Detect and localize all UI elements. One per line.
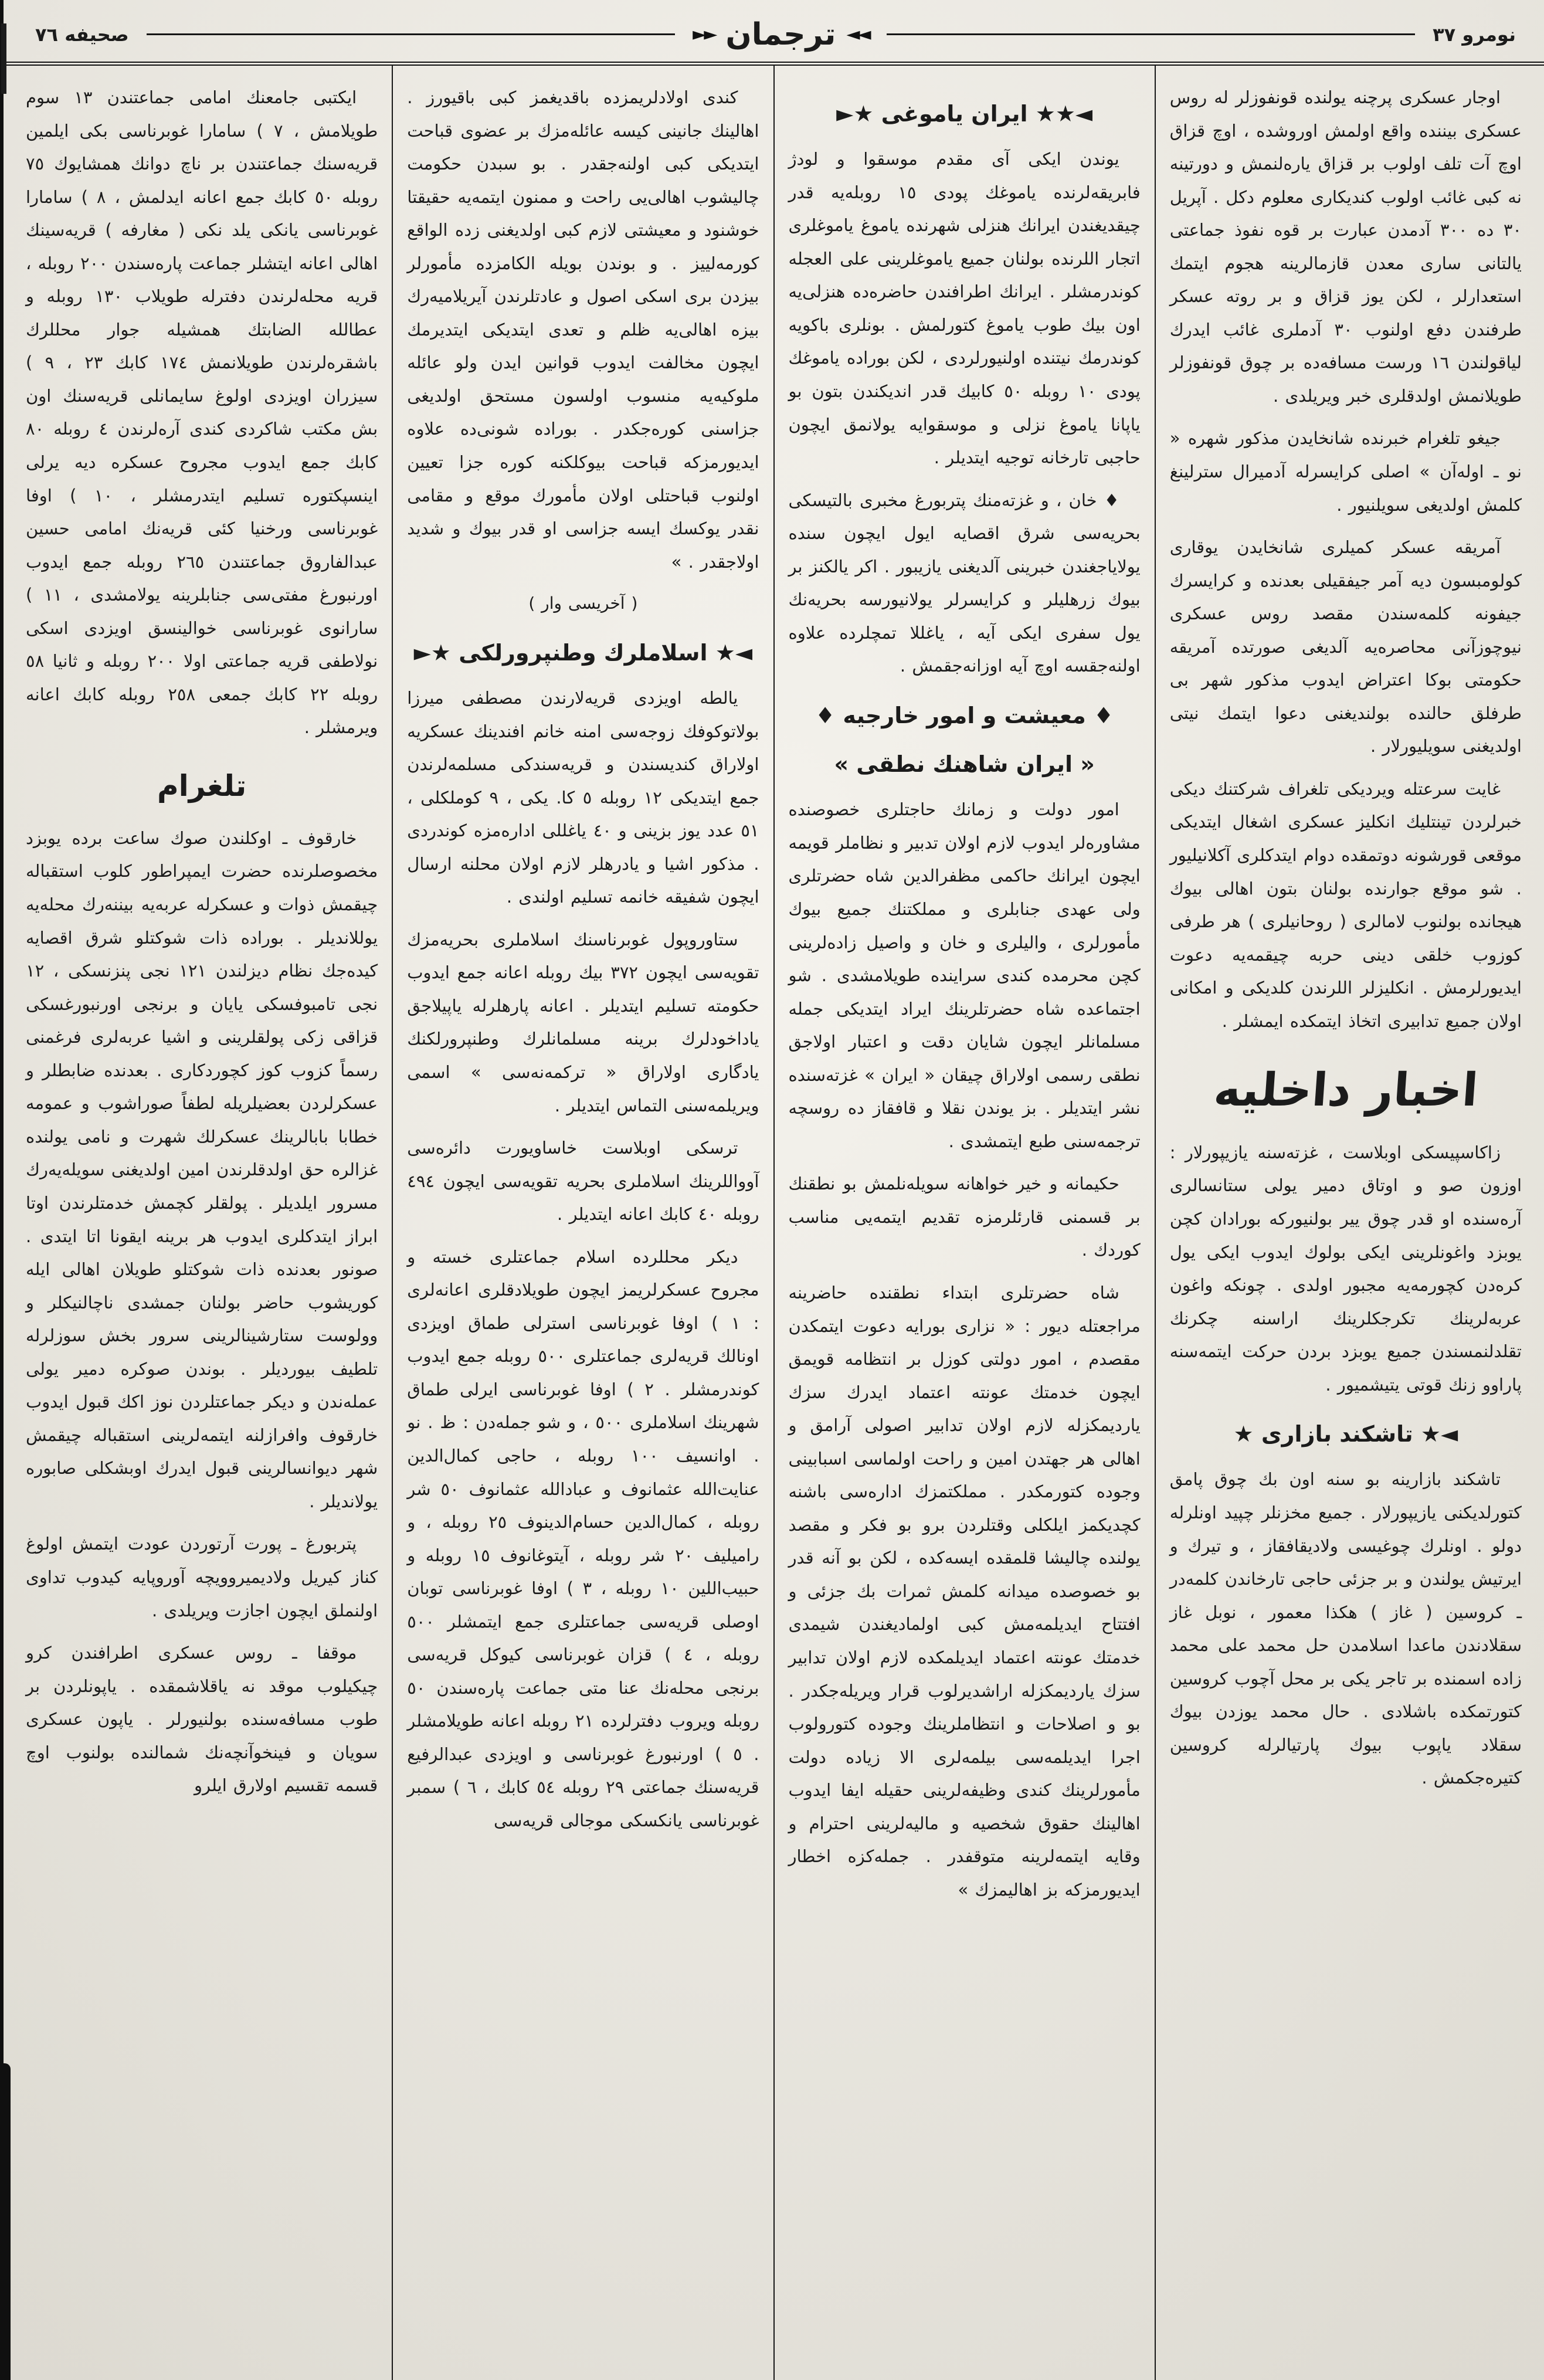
body-paragraph: امور دولت و زمانك حاجتلری خصوصنده مشاوره‌لر ایدوب لازم اولان تدبیر و نظاملر قویمه ایچون ایرانك حاكمی مظفرالدین شاه حضرتلری ولی عهدی جنابلری و مملكتنك جمیع بیوك مأمورلری ، والیلری و خان و واصیل زاده‌لرینی كچن محرمده كندی سراینده طویلامشدی . شو اجتماعده شاه حضرتلرینك ایراد ایتدیكی جمله مسلمانلر ایچون شایان دقت و اعتبار اولاجق نطقی رسمی اولاراق چیقان « ایران » غزته‌سنده نشر ایتدیلر . بز یوندن نقلا و قافقاز ده روسچه ترجمه‌سنی طبع ایتمشدی . [788, 799, 1141, 1151]
body-paragraph: ستاوروپول غوبرناسنك اسلاملری بحریه‌مزك تقویه‌سی ایچون ٣٧٢ بیك روبله اعانه جمع ایدوب حكومته تسلیم ایتدیلر . اعانه پارهلرله یاپیلاجق یاداخودلرك برینه مسلمانلرك وطنپرورلكنك یادگاری اولاراق « تركمه‌نه‌سی » اسمی ویریلمه‌سنی التماس ایتدیلر . [407, 929, 759, 1116]
body-paragraph: ترسكی اوبلاست خاساویورت دائره‌سی آوواللرینك اسلاملری بحریه تقویه‌سی ایچون ٤٩٤ روبله ٤٠ كابك اعانه ایتدیلر . [407, 1138, 759, 1225]
section-headline: تلغرام [157, 768, 247, 803]
column-2 [773, 66, 1155, 2380]
masthead [693, 17, 868, 52]
body-paragraph: كندی اولادلریمزده باقدیغمز كبی باقیورز . اهالینك جانینی كیسه عائله‌مزك بر عضوی قباحت ایتدیكی كبی اولنه‌جقدر . بو سبدن حكومت چالیشوب اهالی‌یی راحت و ممنون ایتمه‌یه حقیقتا خوشنود و معیشتی لازم كبی اولدیغنی زده الواقع كورمه‌لییز . و بوندن بویله الكامزده مأمورلر بیزدن بری اسكی اصول و عادتلرندن آیریلامیه‌رك بیزه اهالی‌یه ظلم و تعدی ایتدیكی ایتدیرمك ایچون مخالفت ایدوب قوانین ایدن ولو عائله ملوكیه‌یه منسوب اولسون مستحق اولدیغی جزاسنی كوره‌جكدر . بوراده شونی‌ده علاوه ایدیورمزكه قباحت بیوكلكنه كوره جزا تعیین اولنوب قباحتلی اولان مأمورك موقع و مقامی نقدر یوكسك ایسه جزاسی او قدر بیوك و شدید اولاجقدر . » [407, 87, 759, 572]
columns-container [0, 66, 1544, 2380]
scan-edge-artifact [0, 0, 4, 2380]
header-rule-left [147, 33, 676, 35]
section-headline: « ایران شاهنك نطقی » [834, 751, 1095, 778]
masthead-title: ترجمان [725, 16, 836, 52]
body-paragraph: پتربورغ ـ پورت آرتوردن عودت ایتمش اولوغ كناز كیریل ولادیمیروویچه آوروپایه كیدوب تداوی اولنملق ایچون اجازت ویریلدی . [26, 1534, 378, 1620]
body-paragraph: اوجار عسكری پرچنه یولنده قونفوزلر له روس عسكری بیننده واقع اولمش اوروشده ، اوچ قزاق اوچ آت تلف اولوب بر قزاق یاره‌لنمش و دورتینه نه كبی غائب اولوب كندیكاری معلوم دكل . آپریل ٣٠ ده ٣٠٠ آدمدن عبارت بر قوه نفوذ جماعتی یالتانی ساری معدن قازمالرینه هجوم ایتمك استعدارلر ، لكن یوز قزاق و بر روته عسكر طرفندن دفع اولنوب ٣٠ آدملری غائب ایدرك لیاقولندن ١٦ ورست مسافه‌ده بر چوق قونفوزلر طویلانمش اولدقلری خبر ویریلدی . [1169, 87, 1522, 406]
body-paragraph: جیغو تلغرام خبرنده شانخایدن مذكور شهره « نو ـ اوله‌آن » اصلی كرایسرله آدمیرال سترلینغ كلمش اولدیغی سویلنیور . [1169, 428, 1522, 515]
section-headline: ◄★★ ایران یاموغی ★► [836, 101, 1093, 127]
body-paragraph: غایت سرعتله ویردیكی تلغراف شركتنك دیكی خبرلردن تینتلیك انكلیز عسكری اشغال ایتدیكی موقعی قورشونه دوتمقده دوام ایتدكلری آكلانیلیور . شو موقع جوارنده بولنان بتون اهالی بیوك هیجانده بولنوب لامالری ( روحانیلری ) هر طرفی كوزوب خلقی دینی حربه چیقمه‌یه دعوت ایدیورلرمش . انكلیزلر اللرندن كلدیكی و امكانی اولان جمیع تدابیری اتخاذ ایتمكده ایمشلر . [1169, 778, 1522, 1031]
body-paragraph: آمریقه عسكر كمیلری شانخایدن یوقاری كولومبسون دیه آمر جیفقیلی بعدنده و كرایسرك جیفونه كلمه‌سندن مقصد روس عسكری نیوچوزآنی محاصره‌یه آلدیغی صورتده آمریقه حكومتی بوكا اعتراض ایدوب مذكور شهر بی طرفلق حالنده بولندیغنی دعوا ایتمك نیتی اولدیغنی سویلیورلار . [1169, 537, 1522, 757]
body-paragraph: خارقوف ـ اوكلندن صوك ساعت برده یوبزد مخصوصلرنده حضرت ایمپراطور كلوب استقباله چیقمش ذوات و عسكرله عربه‌یه بیننه‌رك محله‌یه یوللاندیلر . بوراده ذات شوكتلو شرق اقصایه كیده‌جك نظام دیزلندن ١٢١ نجی پنزنسكی ، ١٢ نجی تامبوفسكی یایان و برنجی اورنبورغسكی قزاقی زكی پولقلرینی و اشیا عربه‌لری فرغمنی رسماً كزوب كوز كچوردكاری . بعدنده ضابطلر و عسكرلردن بعضیلریله لطفاً صوراشوب و عمومه خطابا بابالرینك عسكرلك شهرت و نامی یولنده غزالره حق اولدقلرندن امین اولدیغنی سویله‌یه‌رك مسرور ایلدیلر . پولقلر كچمش خدمتلرندن اوتا ابراز ایتدكلری ایدوب هر برینه ایقونا اتا ایتدی . صونور بعدنده ذات شوكتلو طویلان اهالی ایله كوریشوب حاضر بولنان جمشدی ناچالنیكلر و وولوست ستارشینالرینی سرور بخش سوزلرله تلطیف بیوردیلر . بوندن صوكره دمیر یولی عمله‌ندن و دیكر جماعتلردن نوز اكك قبول ایدوب خارقوف وافرازلنه ایتمه‌لرینی استقباله چیقمش شهر دیوانسالرینی قبول ایدرك اوبشكلی صابوره یولاندیلر . [26, 828, 378, 1511]
section-headline: ◄★ اسلاملرك وطنپرورلكی ★► [413, 639, 753, 666]
body-paragraph: یوندن ایكی آی مقدم موسقوا و لودژ فابریقه‌لرنده یاموغك پودی ١٥ روبله‌یه قدر چیقدیغندن ایرانك هنزلی شهرنده یاموغ یاموغلری اتجار اللرنده بولنان جمیع یاموغلرینی على العجله كوندرمشلر . ایرانك اطرافندن حاضره‌ده هنزلی‌یه اون بیك طوب یاموغ كتورلمش . بونلری باكویه كوندرمك نیتنده اولنیورلردی ، لكن بوراده یاموغك پودی ١٠ روبله ٥٠ كابیك قدر اندیكندن بتون بو یاپانا یاموغ نزلی و موسقوایه یولانمق ایچون حاجبی تارخانه توجیه ایتدیلر . [788, 149, 1141, 468]
body-paragraph: حكیمانه و خیر خواهانه سویله‌نلمش بو نطقنك بر قسمنی قارئلرمزه تقدیم ایتمه‌یی مناسب كوردك . [788, 1174, 1141, 1260]
column-3 [392, 66, 773, 2380]
body-paragraph: ♦ خان ، و غزته‌منك پتربورغ مخبری بالتیسكی بحریه‌سی شرق اقصایه ایول ایچون سنده یولایاجغندن خبرینی آلدیغنی یازیبور . اكر یالكنز بر بیوك زرهلیلر و كرایسرلر یولانیورسه بحریه‌نك یول سفری ایكی آیه ، یاغللا تمچلرده علاوه اولنه‌جقسه اوچ آیه اوزانه‌جقمش . [788, 490, 1141, 676]
continuation-note: ( آخریسی وار ) [528, 594, 638, 613]
body-paragraph: موقفا ـ روس عسكری اطرافندن كرو چیكیلوب موقد نه یاقلاشمقده . یاپونلردن بر طوب مسافه‌سنده بولنیورلر . یاپون عسكری سویان و فینخوآنچه‌نك شمالنده بولنوب اوچ قسمه تقسیم اولارق ایلرو [26, 1643, 378, 1796]
body-paragraph: تاشكند بازارینه بو سنه اون بك چوق پامق كتورلدیكنی یازیپورلار . جمیع مخزنلر چپید اونلرله دولو . اونلرك چوغیسی ولادیقافقاز ، و تیرك و ایرتیش یولندن و بر جزئی حاجی تارخاندن كلمه‌در ـ كروسین ( غاز ) هكذا معمور ، نوبل غاز سقلادندن ماعدا اسلامدن حل محمد علی محمد زاده اسمنده بر تاجر یكی بر محل آچوب كروسین كتورتمكده باشلادی . حال محمد یوزدن بیوك سقلاد یاپوب بیوك پارتیالرله كروسین كتیره‌جكمش . [1169, 1469, 1522, 1788]
header-rule-right [887, 33, 1416, 35]
column-1-rightmost [1155, 66, 1536, 2380]
body-paragraph: دیكر محللرده اسلام جماعتلری خسته و مجروح عسكرلریمز ایچون طویلادقلری اعانه‌لری : ١ ) اوفا غوبرناسی استرلی طماق اویزدی اونالك قریه‌لری جماعتلری ٥٠٠ روبله جمع ایدوب كوندرمشلر . ٢ ) اوفا غوبرناسی ایرلی طماق شهرینك اسلاملری ٥٠٠ ، و شو جمله‌دن : ظ . نو . اوانسیف ١٠٠ روبله ، حاجی كمال‌الدین عنایت‌الله عثمانوف و عبادالله عثمانوف ٥٠ شر روبله ، كمال‌الدین حسام‌الدینوف ٢٥ روبله ، و رامیلیف ٢٠ شر روبله ، آیتوغانوف ١٥ روبله و حبیب‌اللین ١٠ روبله ، ٣ ) اوفا غوبرناسی توبان اوصلی قریه‌سی جماعتلری جمع ایتمشلر ٥٠٠ روبله ، ٤ ) قزان غوبرناسی كیوكل قریه‌سی برنجی محله‌نك عنا متی جماعت پاره‌سندن ٥٠ روبله ویروب دفترلرده ٢١ روبله اعانه طویلامشلر . ٥ ) اورنبورغ غوبرناسی و اویزدی عبدالرفیع قریه‌سنك جماعتی ٢٩ روبله ٥٤ كابك ، ٦ ) سمبر غوبرناسی یانكسكی موجالی قریه‌سی [407, 1246, 759, 1831]
masthead-arrow-ornament-left: ►► [693, 24, 715, 45]
column-4-leftmost [12, 66, 392, 2380]
section-headline: ♦ معیشت و امور خارجیه ♦ [815, 702, 1114, 728]
issue-number: نومرو ٣٧ [1433, 23, 1516, 46]
body-paragraph: شاه حضرتلری ابتداء نطقنده حاضرینه مراجعتله دیور : « نزاری بورایه دعوت ایتمكدن مقصدم ، امور دولتی كوزل بر انتظامه قویمق ایچون خدمتك عونته اعتماد ایدرك سزك یاردیمكزله لازم اولان تدابیر اصولی آرامق و اهالی هر جهتدن امین و راحت اولماسی اسبابینی وجوده كتورمكدر . مملكتمزك اداره‌سی باشنه كچدیكمز ایلكلی وقتلردن برو بو فكر و مقصد یولنده چالیشا قلمقده ایسه‌كده ، لكن بو آنه قدر بو خصوصده میدانه كلمش ثمرات بك جزئی و افتتاح ایدیلمه‌مش كبی اولمادیغندن شیمدی خدمتك عونته اعتماد ایدیلمكده لازم اولان تدابیر سزك یاردیمكزله اراشدیرلوب قرار ویریله‌جكدر . بو و اصلاحات و انتظاملرینك وجوده كتورولوب اجرا ایدیلمه‌سی بیلمه‌لری الا زیاده دولت مأمورلرینك كندی وظیفه‌لرینی حقیله ایفا ایدوب اهالینك حقوق شخصیه و مالیه‌لرینی احترام و وقایه ایتمه‌لرینه متوقفدر . جمله‌كزه اخطار ایدیورمزكه بز اهالیمزك » [788, 1282, 1141, 1900]
masthead-header [0, 0, 1544, 66]
body-paragraph: ایكتبی جامعنك امامی جماعتندن ١٣ سوم طویلامش ، ٧ ) سامارا غوبرناسی بكی ایلمین قریه‌سنك جماعتندن بر ناچ دوانك همشایوك ٧٥ روبله ٥٠ كابك جمع اعانه ایدلمش ، ٨ ) سامارا غوبرناسی یانكی یلد نكی ( مغارفه ) قریه‌سینك اهالی اعانه ایتشلر جماعت پاره‌سندن ٢٠٠ روبله ، قریه محله‌لرندن دفترله طویلاب ١٣٠ روبله و عطالله الضابتك همشیله جوار محللرك باشقره‌لرندن طویلانمش ١٧٤ كابك ٢٣ ، ٩ ) سیزران اویزدی اولوغ سایمانلی قریه‌سنك اون بش مكتب شاكردی كندی آره‌لرندن ٤ روبله ٨٠ كابك جمع ایدوب مجروح عسكره دیه یرلی اینسپكتوره تسلیم ایتدرمشلر ، ١٠ ) اوفا غوبرناسی ورخنیا كئی قریه‌نك امامی حسین عبدالفاروق جماعتندن ٢٦٥ روبله جمع ایدوب اورنبورغ مفتی‌سی جنابلرینه یولامشدی ، ١١ ) سارانوی غوبرناسی خوالینسق اویزدی اسكی نولاطفی قریه جماعتی اولا ٢٠٠ روبله و ثانیا ٥٨ روبله ٢٢ كابك جمعی ٢٥٨ روبله كابك اعانه ویرمشلر . [26, 87, 378, 738]
masthead-arrow-ornament-right: ◄◄ [846, 24, 869, 45]
section-headline: ◄★ تاشكند بازاری ★ [1233, 1421, 1458, 1447]
scan-blob-artifact [0, 2063, 11, 2380]
section-headline-large: اخبار داخلیه [1212, 1064, 1480, 1117]
scan-mark-artifact [1, 23, 6, 94]
page-number: صحيفه ٧٦ [35, 23, 129, 46]
body-paragraph: زاكاسپیسكی اوبلاست ، غزته‌سنه یازیپورلار : اوزون صو و اوتاق دمیر یولی ستانسالری آره‌سنده او قدر چوق ییر بولنیوركه بورادان كچن یوبزد واغونلرینی ایكی بولوك ایدوب ایكی یول كره‌دن كچورمه‌یه مجبور اولدی . چونكه واغون عربه‌لرینك تكرجكلرینك اراسنه چكرنك تقلدلنمسندن جمیع یوبزد بردن حركت ایتمه‌سنه پاراوو زنك قوتی یتیشمیور . [1169, 1142, 1522, 1395]
body-paragraph: یالطه اویزدی قریه‌لارندن مصطفی میرزا بولاتوكوفك زوجه‌سی امنه خانم افندینك عسكریه اولاراق كندیسندن و قریه‌سندكی مسلمه‌لرندن جمع ایتدیكی ١٢ روبله ٥ كا. یكی ، ٩ كوملكلی ، ٥١ عدد یوز بزینی و ٤٠ یاغللی اداره‌مزه كوندردی . مذكور اشیا و یادرهلر لازم اولان محلنه ارسال ایچون شفیقه خانمه تسلیم اولندی . [407, 687, 759, 907]
